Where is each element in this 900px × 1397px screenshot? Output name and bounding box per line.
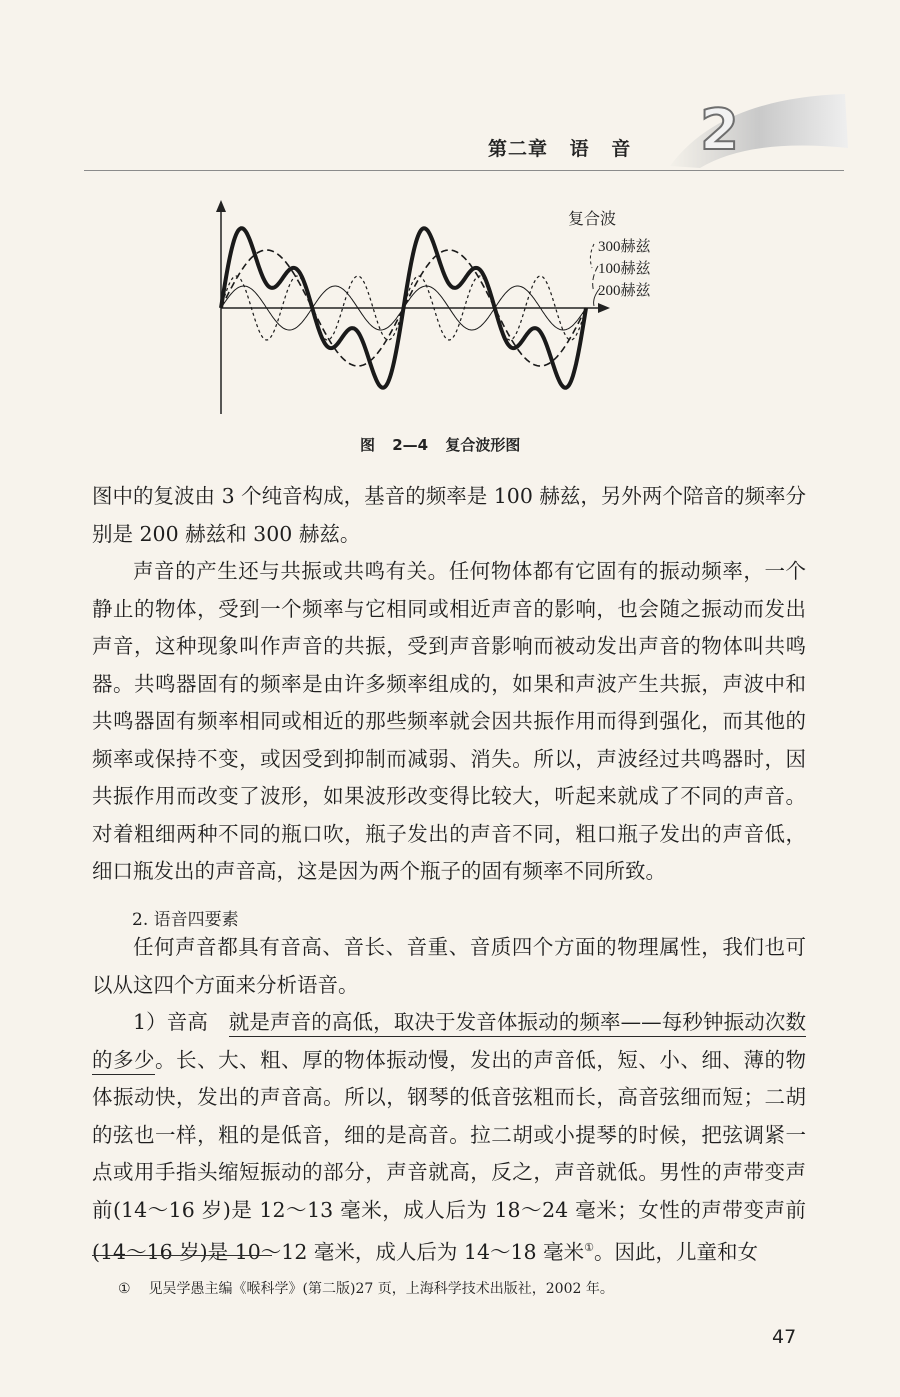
running-header: 第二章 语 音: [488, 138, 632, 160]
section-heading: 2. 语音四要素: [132, 910, 239, 930]
legend-composite: 复合波: [568, 211, 617, 228]
waveform-figure: [196, 196, 696, 426]
legend-300hz: 300赫兹: [598, 239, 651, 255]
paragraph-2: 声音的产生还与共振或共鸣有关。任何物体都有它固有的振动频率，一个静止的物体，受到一个频率与它相同或相近声音的影响，也会随之振动而发出声音，这种现象叫作声音的共振，受到声音影响而被动发出声音的物体叫共鸣器。共鸣器固有的频率是由许多频率组成的，如果和声波产生共振，声波中和共鸣器固有频率相同或相近的那些频率就会因共振作用而得到强化，而其他的频率或保持不变，或因受到抑制而减弱、消失。所以，声波经过共鸣器时，因共振作用而改变了波形，如果波形改变得比较大，听起来就成了不同的声音。对着粗细两种不同的瓶口吹，瓶子发出的声音不同，粗口瓶子发出的声音低，细口瓶发出的声音高，这是因为两个瓶子的固有频率不同所致。: [92, 559, 806, 883]
footnote: [118, 1278, 614, 1298]
footnote-text: 见吴学愚主编《喉科学》(第二版)27 页，上海科学技术出版社，2002 年。: [148, 1281, 614, 1297]
footnote-mark: ①: [118, 1281, 131, 1297]
paragraph-1: 图中的复波由 3 个纯音构成，基音的频率是 100 赫兹，另外两个陪音的频率分别是 200 赫兹和 300 赫兹。: [92, 484, 806, 546]
legend-100hz: 100赫兹: [598, 261, 651, 277]
paragraph-4-tail: 。因此，儿童和女: [593, 1239, 758, 1264]
legend-200hz: 200赫兹: [598, 283, 651, 299]
footnote-reference[interactable]: ①: [584, 1241, 594, 1254]
term-label: 1）音高: [133, 1010, 209, 1034]
chapter-badge-swoosh: [660, 88, 850, 168]
paragraph-3: 任何声音都具有音高、音长、音重、音质四个方面的物理属性，我们也可以从这四个方面来分析语音。: [92, 935, 806, 997]
y-axis-arrow: [216, 200, 226, 212]
header-rule: [84, 170, 844, 171]
footnote-rule: [92, 1255, 272, 1256]
figure-caption: 图 2—4 复合波形图: [360, 436, 521, 454]
legend-leader-300: [590, 244, 594, 268]
chapter-number-badge: 2: [700, 98, 739, 163]
page-number: 47: [772, 1326, 797, 1348]
definition-underlined: 就是声音的高低，取决于发音体振动的频率——每秒钟振动次数的多少: [92, 1010, 806, 1075]
x-axis-arrow: [598, 303, 610, 313]
paragraph-4: [92, 1004, 806, 1271]
paragraph-4-body: 。长、大、粗、厚的物体振动慢，发出的声音低，短、小、细、薄的物体振动快，发出的声音高。所以，钢琴的低音弦粗而长，高音弦细而短；二胡的弦也一样，粗的是低音，细的是高音。拉二胡或小提琴的时候，把弦调紧一点或用手指头缩短振动的部分，声音就高，反之，声音就低。男性的声带变声前(14～16 岁)是 12～13 毫米，成人后为 18～24 毫米；女性的声带变声前(14～16 岁)是 10～12 毫米，成人后为 14～18 毫米: [92, 1047, 806, 1264]
